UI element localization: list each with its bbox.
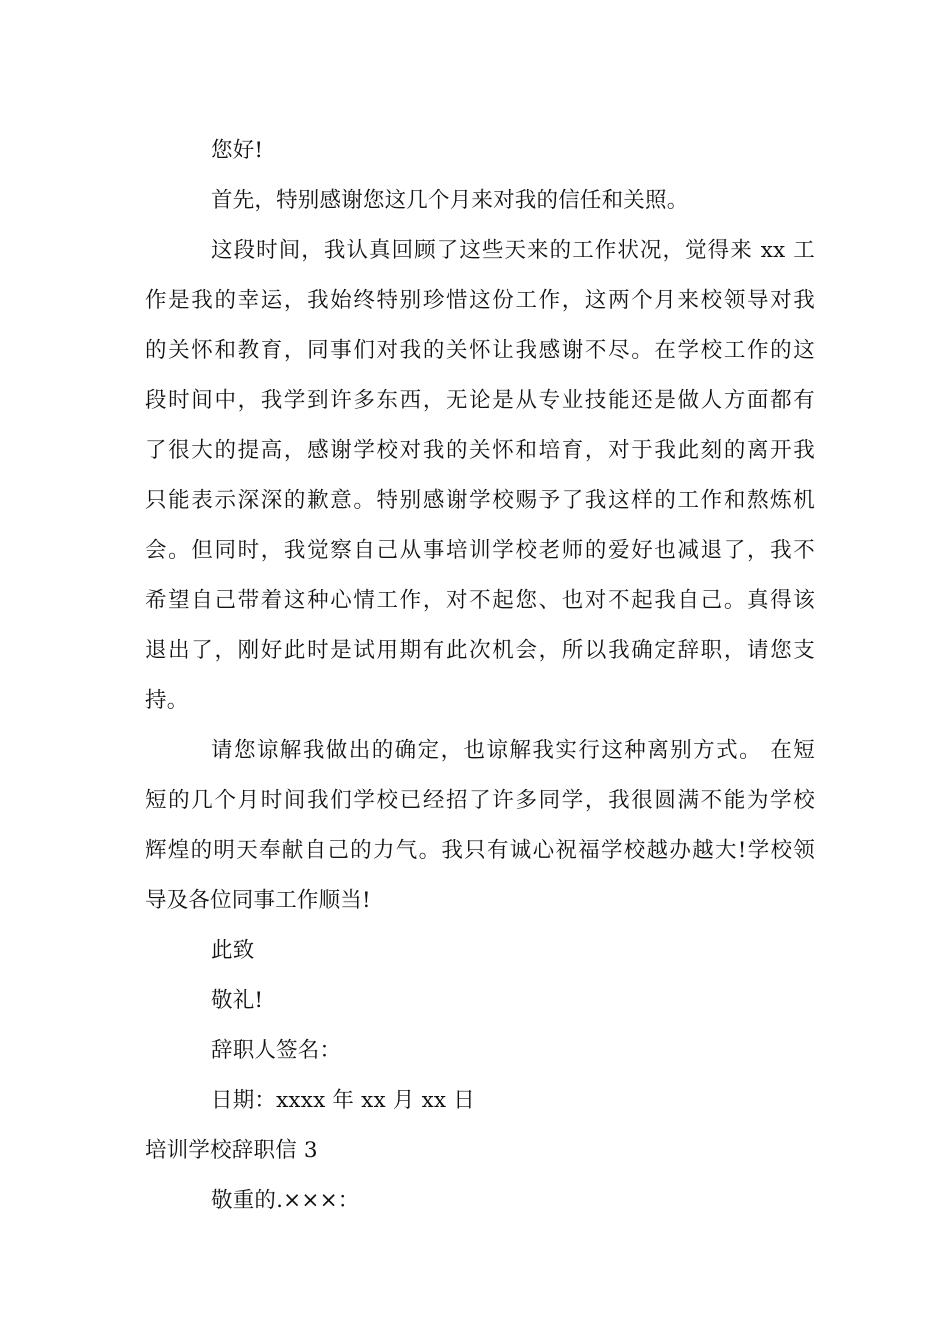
paragraph-line: 会。但同时，我觉察自己从事培训学校老师的爱好也减退了，我不 — [145, 538, 815, 563]
paragraph-thanks: 首先，特别感谢您这几个月来对我的信任和关照。 — [211, 188, 689, 213]
closing-salute: 敬礼! — [211, 988, 264, 1013]
signature-label: 辞职人签名： — [211, 1038, 342, 1063]
paragraph-line: 短的几个月时间我们学校已经招了许多同学，我很圆满不能为学校 — [145, 788, 815, 813]
paragraph-line: 了很大的提高，感谢学校对我的关怀和培育，对于我此刻的离开我 — [145, 438, 815, 463]
paragraph-line: 请您谅解我做出的确定，也谅解我实行这种离别方式。 在短 — [211, 738, 815, 763]
paragraph-line: 段时间中，我学到许多东西，无论是从专业技能还是做人方面都有 — [145, 388, 815, 413]
paragraph-line: 只能表示深深的歉意。特别感谢学校赐予了我这样的工作和熬炼机 — [145, 488, 815, 513]
paragraph-line: 的关怀和教育，同事们对我的关怀让我感谢不尽。在学校工作的这 — [145, 338, 815, 363]
paragraph-line: 作是我的幸运，我始终特别珍惜这份工作，这两个月来校领导对我 — [145, 288, 815, 313]
paragraph-line: 这段时间，我认真回顾了这些天来的工作状况，觉得来 xx 工 — [211, 238, 815, 263]
paragraph-line: 导及各位同事工作顺当! — [145, 888, 371, 913]
salutation: 敬重的.×××： — [211, 1188, 360, 1213]
paragraph-line: 希望自己带着这种心情工作，对不起您、也对不起我自己。真得该 — [145, 588, 815, 613]
paragraph-line: 持。 — [145, 688, 189, 713]
paragraph-line: 辉煌的明天奉献自己的力气。我只有诚心祝福学校越办越大!学校领 — [145, 838, 815, 863]
greeting: 您好! — [211, 138, 264, 163]
date-line: 日期：xxxx 年 xx 月 xx 日 — [211, 1088, 475, 1113]
section-title: 培训学校辞职信 3 — [145, 1138, 318, 1163]
closing-line: 此致 — [211, 938, 255, 963]
paragraph-line: 退出了，刚好此时是试用期有此次机会，所以我确定辞职，请您支 — [145, 638, 815, 663]
